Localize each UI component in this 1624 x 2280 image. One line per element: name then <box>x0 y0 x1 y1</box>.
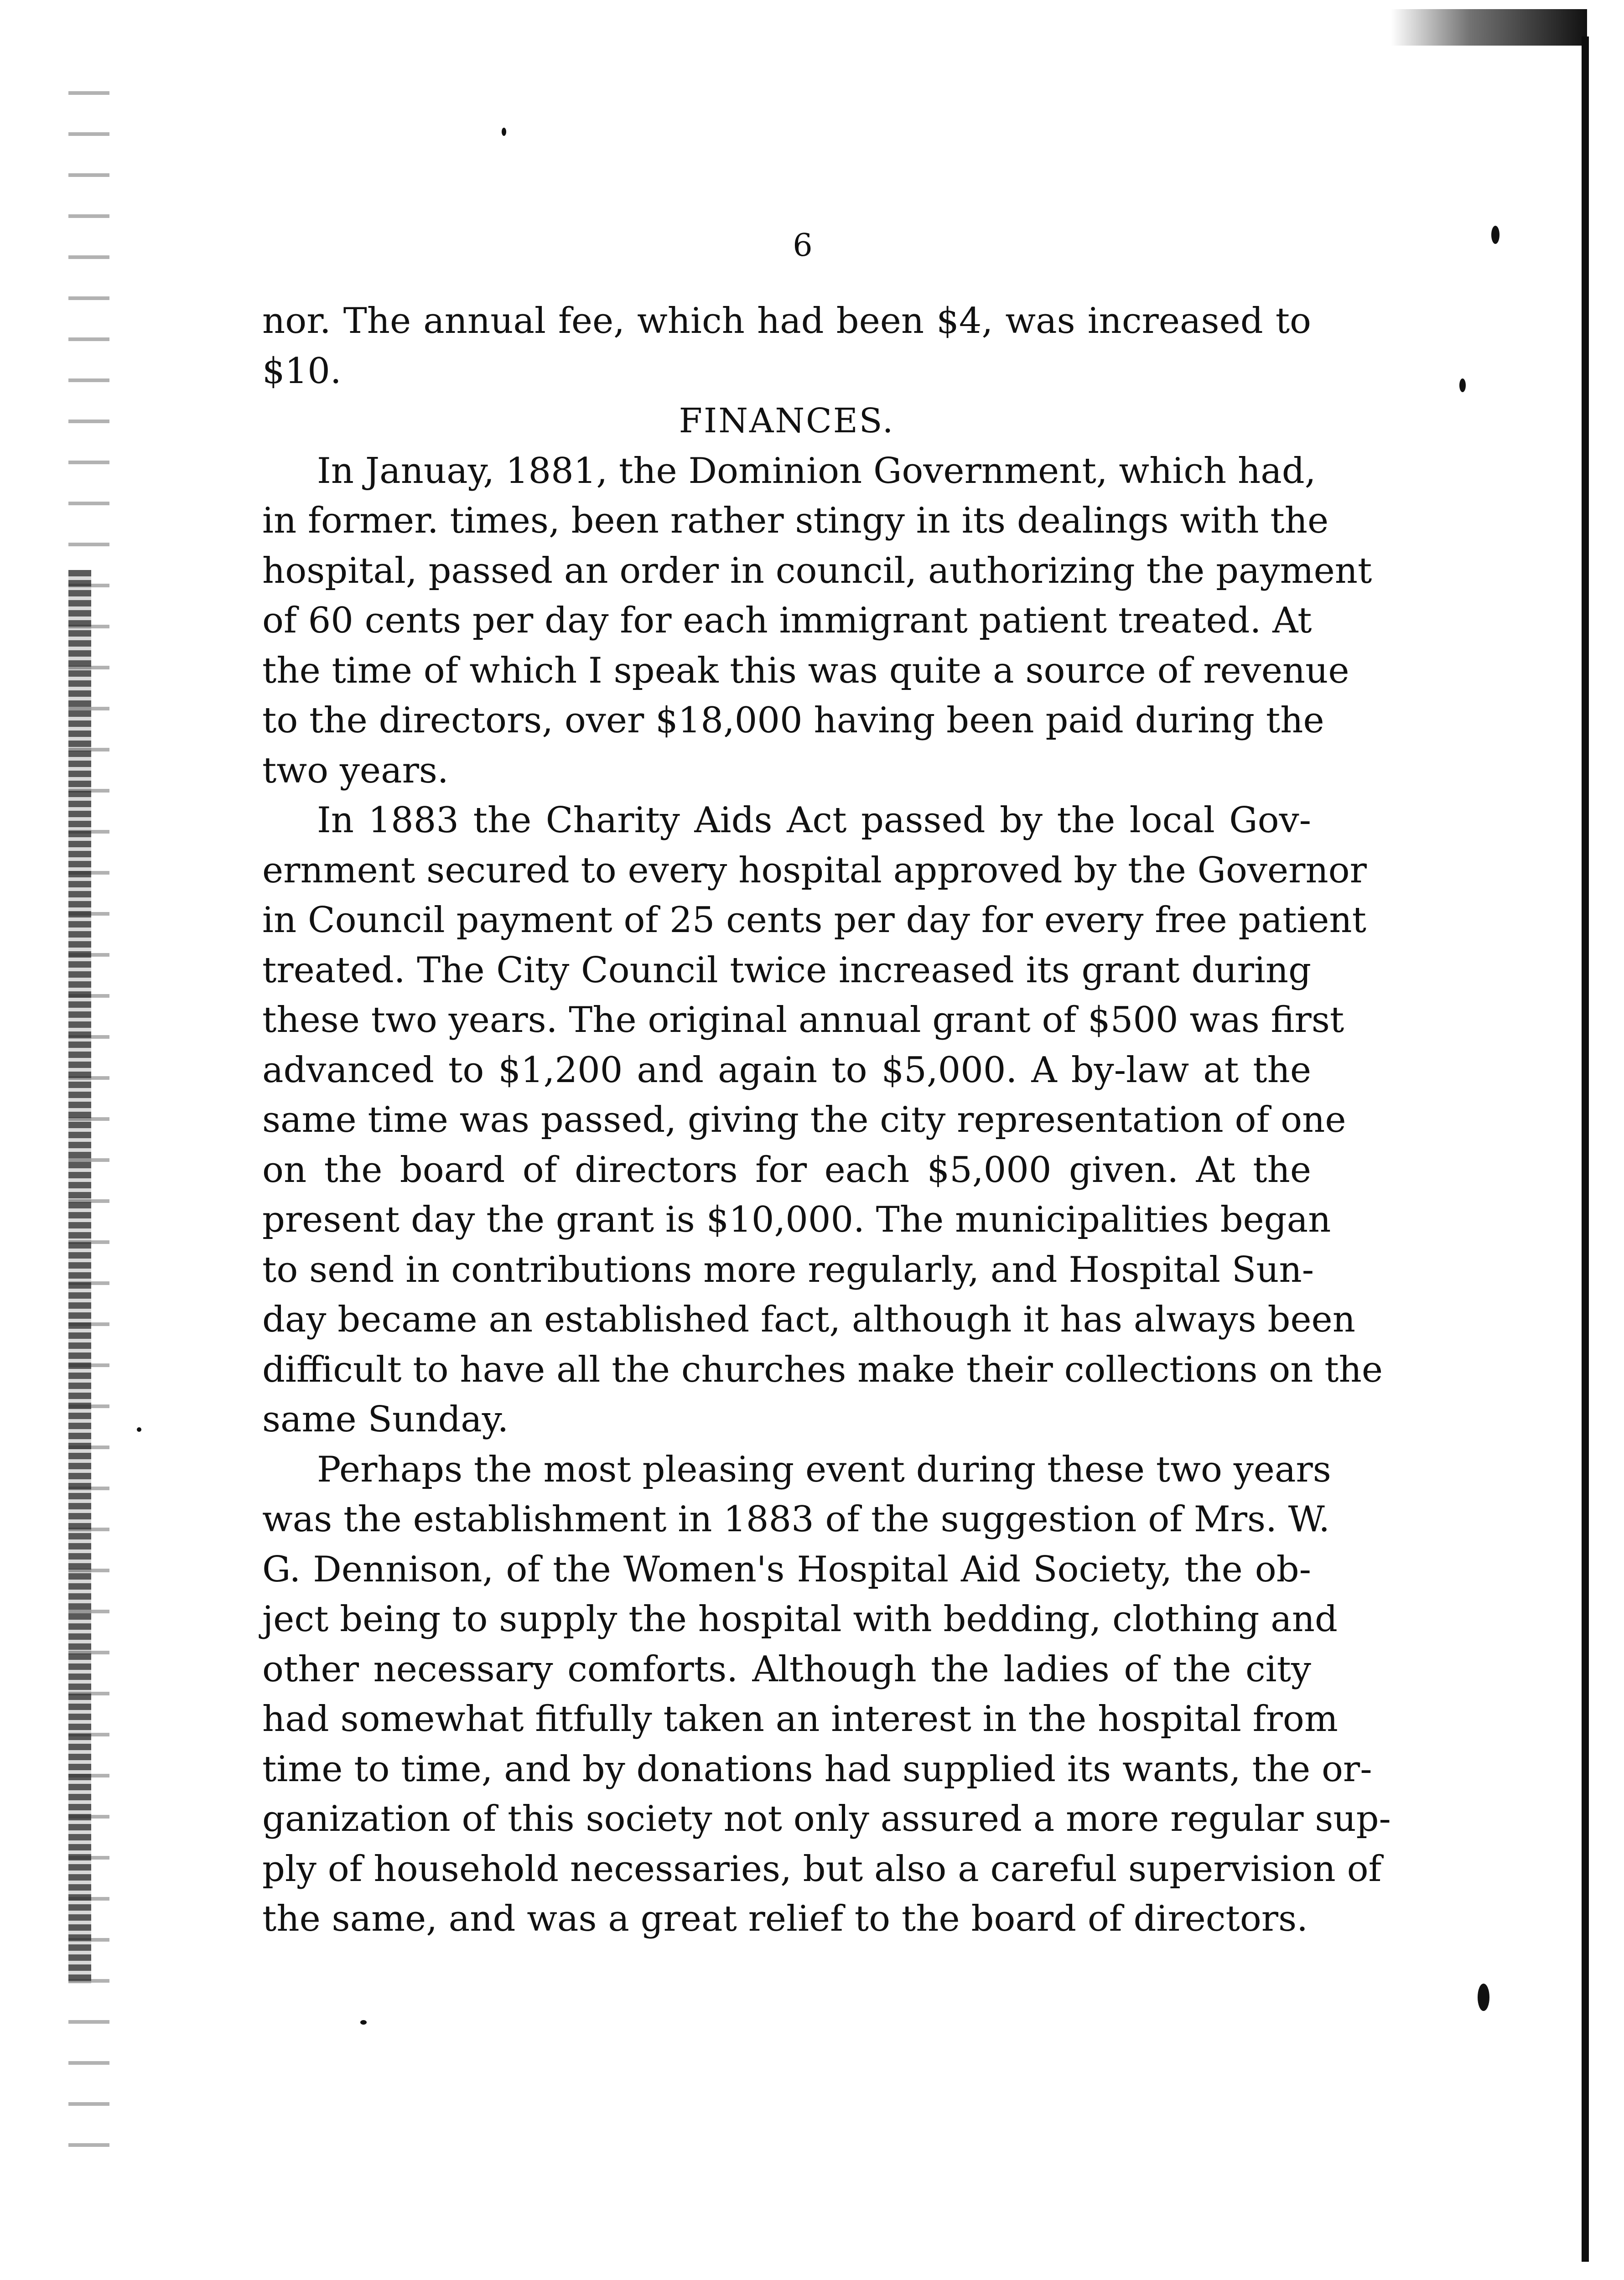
scan-speck <box>1491 226 1499 244</box>
text-line: nor. The annual fee, which had been $4, was increased to <box>262 301 1311 342</box>
scan-edge-left-shadow <box>68 570 91 1984</box>
text-line: ganization of this society not only assured a more regular sup- <box>262 1798 1391 1840</box>
scan-edge-top <box>1391 9 1587 46</box>
scan-edge-right <box>1582 36 1589 2262</box>
text-line: same time was passed, giving the city representation of one <box>262 1099 1346 1140</box>
body-text <box>262 296 1391 1944</box>
scan-speck <box>137 1427 141 1432</box>
scan-speck <box>502 128 506 136</box>
text-line: Perhaps the most pleasing event during these two years <box>317 1449 1331 1490</box>
text-line: ernment secured to every hospital approved by the Governor <box>262 850 1367 891</box>
text-line: was the establishment in 1883 of the suggestion of Mrs. W. <box>262 1499 1330 1540</box>
text-line: ject being to supply the hospital with bedding, clothing and <box>262 1599 1338 1640</box>
text-line: ply of household necessaries, but also a careful supervision of <box>262 1848 1382 1890</box>
text-line: the time of which I speak this was quite a source of revenue <box>262 650 1349 691</box>
text-line: hospital, passed an order in council, authorizing the payment <box>262 550 1372 591</box>
text-line: two years. <box>262 750 449 791</box>
text-line: time to time, and by donations had supplied its wants, the or- <box>262 1748 1372 1790</box>
scan-speck <box>1478 1984 1489 2011</box>
text-line: day became an established fact, although it has always been <box>262 1299 1355 1340</box>
scan-speck <box>360 2020 367 2025</box>
text-line: treated. The City Council twice increased its grant during <box>262 949 1311 991</box>
text-line: in former. times, been rather stingy in its dealings with the <box>262 500 1329 541</box>
text-line: other necessary comforts. Although the ladies of the city <box>262 1648 1311 1690</box>
text-line: G. Dennison, of the Women's Hospital Aid Society, the ob- <box>262 1549 1311 1590</box>
text-line: the same, and was a great relief to the board of directors. <box>262 1898 1308 1939</box>
text-line: these two years. The original annual grant of $500 was first <box>262 1000 1344 1041</box>
section-heading: FINANCES. <box>679 401 895 440</box>
text-line: $10. <box>262 350 342 392</box>
text-line: In Januay, 1881, the Dominion Government, which had, <box>317 450 1316 492</box>
scan-speck <box>1459 378 1466 392</box>
text-line: In 1883 the Charity Aids Act passed by the local Gov- <box>317 800 1311 841</box>
text-line: present day the grant is $10,000. The municipalities began <box>262 1199 1331 1240</box>
text-line: advanced to $1,200 and again to $5,000. A by-law at the <box>262 1049 1311 1091</box>
text-line: difficult to have all the churches make their collections on the <box>262 1349 1383 1390</box>
text-line: had somewhat fitfully taken an interest in the hospital from <box>262 1699 1338 1740</box>
text-line: in Council payment of 25 cents per day for every free patient <box>262 900 1367 941</box>
text-line: on the board of directors for each $5,000 given. At the <box>262 1149 1311 1191</box>
text-line: of 60 cents per day for each immigrant patient treated. At <box>262 600 1312 641</box>
page-number: 6 <box>793 228 813 264</box>
text-line: same Sunday. <box>262 1399 509 1440</box>
text-line: to send in contributions more regularly, and Hospital Sun- <box>262 1249 1314 1290</box>
text-line: to the directors, over $18,000 having been paid during the <box>262 700 1324 741</box>
